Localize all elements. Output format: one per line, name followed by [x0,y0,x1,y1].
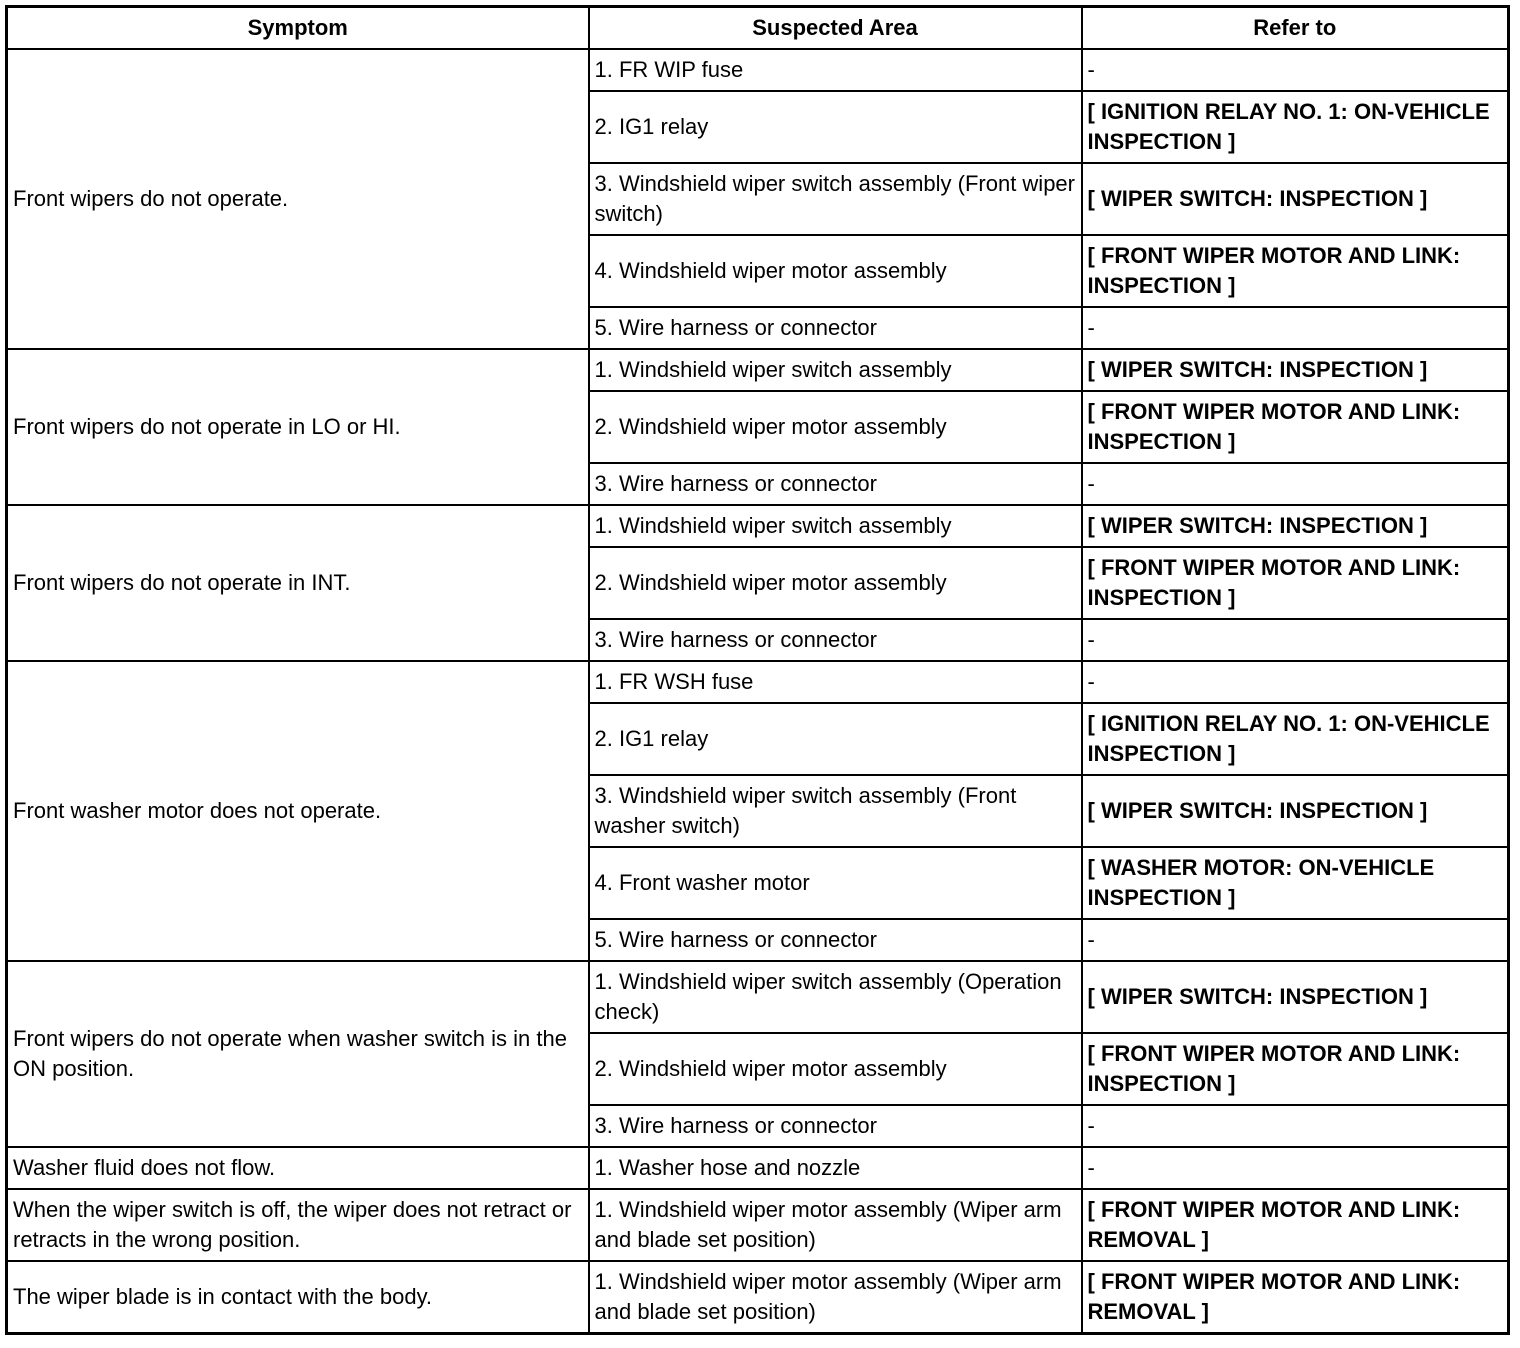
refer-to-cell: - [1082,307,1509,349]
symptom-cell: Front wipers do not operate in LO or HI. [7,349,589,505]
table-row [7,961,1509,1033]
table-row [7,1261,1509,1334]
refer-to-link[interactable]: [ FRONT WIPER MOTOR AND LINK: REMOVAL ] [1082,1189,1509,1261]
suspected-area-cell: 3. Wire harness or connector [589,1105,1082,1147]
table-row [7,1189,1509,1261]
refer-to-cell: - [1082,619,1509,661]
table-row [7,661,1509,703]
refer-to-cell: - [1082,1105,1509,1147]
suspected-area-cell: 2. Windshield wiper motor assembly [589,391,1082,463]
header-suspected-area: Suspected Area [589,7,1082,50]
suspected-area-cell: 1. Windshield wiper motor assembly (Wiper arm and blade set position) [589,1189,1082,1261]
suspected-area-cell: 2. Windshield wiper motor assembly [589,547,1082,619]
suspected-area-cell: 1. Washer hose and nozzle [589,1147,1082,1189]
table-row [7,505,1509,547]
refer-to-cell: - [1082,49,1509,91]
table-row [7,1147,1509,1189]
refer-to-link[interactable]: [ WIPER SWITCH: INSPECTION ] [1082,349,1509,391]
refer-to-link[interactable]: [ IGNITION RELAY NO. 1: ON-VEHICLE INSPECTION ] [1082,91,1509,163]
refer-to-link[interactable]: [ IGNITION RELAY NO. 1: ON-VEHICLE INSPECTION ] [1082,703,1509,775]
refer-to-cell: - [1082,919,1509,961]
refer-to-link[interactable]: [ WIPER SWITCH: INSPECTION ] [1082,505,1509,547]
suspected-area-cell: 3. Wire harness or connector [589,463,1082,505]
refer-to-cell: - [1082,463,1509,505]
refer-to-cell: - [1082,661,1509,703]
suspected-area-cell: 2. IG1 relay [589,703,1082,775]
suspected-area-cell: 2. Windshield wiper motor assembly [589,1033,1082,1105]
refer-to-link[interactable]: [ FRONT WIPER MOTOR AND LINK: INSPECTION ] [1082,391,1509,463]
symptom-cell: Front wipers do not operate when washer switch is in the ON position. [7,961,589,1147]
suspected-area-cell: 3. Wire harness or connector [589,619,1082,661]
header-row [7,7,1509,50]
suspected-area-cell: 1. FR WIP fuse [589,49,1082,91]
suspected-area-cell: 1. Windshield wiper switch assembly [589,505,1082,547]
refer-to-link[interactable]: [ FRONT WIPER MOTOR AND LINK: REMOVAL ] [1082,1261,1509,1334]
table-row [7,49,1509,91]
suspected-area-cell: 1. Windshield wiper motor assembly (Wiper arm and blade set position) [589,1261,1082,1334]
symptom-cell: Front wipers do not operate in INT. [7,505,589,661]
suspected-area-cell: 3. Windshield wiper switch assembly (Front washer switch) [589,775,1082,847]
refer-to-link[interactable]: [ WIPER SWITCH: INSPECTION ] [1082,961,1509,1033]
troubleshooting-table [5,5,1510,1335]
suspected-area-cell: 1. Windshield wiper switch assembly [589,349,1082,391]
refer-to-link[interactable]: [ WIPER SWITCH: INSPECTION ] [1082,163,1509,235]
refer-to-link[interactable]: [ WASHER MOTOR: ON-VEHICLE INSPECTION ] [1082,847,1509,919]
symptom-cell: The wiper blade is in contact with the body. [7,1261,589,1334]
refer-to-link[interactable]: [ WIPER SWITCH: INSPECTION ] [1082,775,1509,847]
header-symptom: Symptom [7,7,589,50]
table-row [7,349,1509,391]
suspected-area-cell: 1. FR WSH fuse [589,661,1082,703]
suspected-area-cell: 4. Windshield wiper motor assembly [589,235,1082,307]
refer-to-link[interactable]: [ FRONT WIPER MOTOR AND LINK: INSPECTION ] [1082,1033,1509,1105]
refer-to-link[interactable]: [ FRONT WIPER MOTOR AND LINK: INSPECTION ] [1082,547,1509,619]
symptom-cell: When the wiper switch is off, the wiper does not retract or retracts in the wrong position. [7,1189,589,1261]
suspected-area-cell: 5. Wire harness or connector [589,307,1082,349]
refer-to-cell: - [1082,1147,1509,1189]
suspected-area-cell: 5. Wire harness or connector [589,919,1082,961]
suspected-area-cell: 3. Windshield wiper switch assembly (Front wiper switch) [589,163,1082,235]
suspected-area-cell: 1. Windshield wiper switch assembly (Operation check) [589,961,1082,1033]
symptom-cell: Front washer motor does not operate. [7,661,589,961]
symptom-cell: Washer fluid does not flow. [7,1147,589,1189]
suspected-area-cell: 4. Front washer motor [589,847,1082,919]
symptom-cell: Front wipers do not operate. [7,49,589,349]
suspected-area-cell: 2. IG1 relay [589,91,1082,163]
header-refer-to: Refer to [1082,7,1509,50]
refer-to-link[interactable]: [ FRONT WIPER MOTOR AND LINK: INSPECTION ] [1082,235,1509,307]
